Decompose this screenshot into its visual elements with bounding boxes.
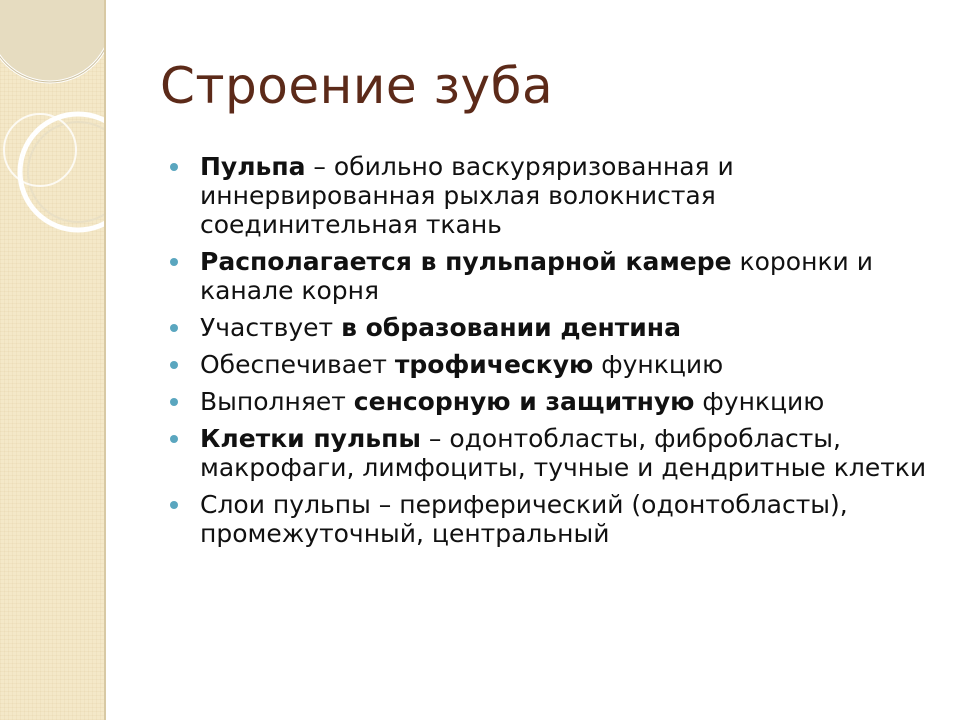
bullet-dot-icon (170, 258, 178, 266)
bullet-item (170, 247, 940, 305)
bullet-dot-icon (170, 398, 178, 406)
bullet-text: функцию (694, 387, 825, 416)
bullet-text-bold: трофическую (394, 350, 594, 379)
bullet-item (170, 313, 940, 342)
bullet-text-bold: Располагается в пульпарной камере (200, 247, 732, 276)
bullet-dot-icon (170, 435, 178, 443)
bullet-text: функцию (593, 350, 724, 379)
bullet-text: – одонтобласты, фибробласты, макрофаги, лимфоциты, тучные и дендритные клетки (200, 424, 927, 482)
bullet-text: Выполняет (200, 387, 354, 416)
strip-divider (104, 0, 106, 720)
bullet-text: – обильно васкуряризованная и иннервированная рыхлая волокнистая соединительная ткань (200, 152, 734, 239)
bullet-text: Участвует (200, 313, 342, 342)
bullet-text-bold: сенсорную и защитную (353, 387, 695, 416)
bullet-text-bold: Пульпа (200, 152, 306, 181)
decorative-circles-icon (0, 0, 106, 720)
bullet-text-bold: Клетки пульпы (200, 424, 421, 453)
bullet-item (170, 387, 940, 416)
bullet-item (170, 350, 940, 379)
bullet-item (170, 490, 940, 548)
bullet-text: Слои пульпы – периферический (одонтобласты), промежуточный, центральный (200, 490, 848, 548)
bullet-dot-icon (170, 163, 178, 171)
bullet-item (170, 424, 940, 482)
slide-title: Строение зуба (160, 57, 554, 115)
bullet-dot-icon (170, 324, 178, 332)
bullet-dot-icon (170, 501, 178, 509)
bullet-text: коронки и канале корня (200, 247, 873, 305)
bullet-text-bold: в образовании дентина (341, 313, 681, 342)
bullet-text: Обеспечивает (200, 350, 395, 379)
bullet-dot-icon (170, 361, 178, 369)
bullet-list (170, 152, 940, 556)
decorative-side-strip (0, 0, 106, 720)
bullet-item (170, 152, 940, 239)
